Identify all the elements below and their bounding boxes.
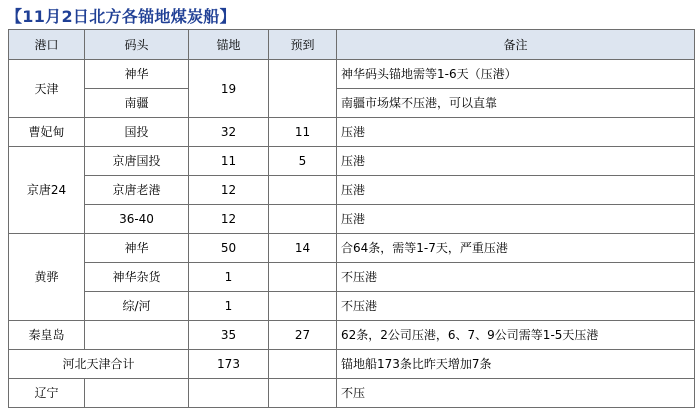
anchorage-cell: 12 [189,205,269,234]
note-cell: 压港 [337,118,695,147]
table-header-row [9,30,695,60]
dock-cell: 36-40 [85,205,189,234]
table-row [9,350,695,379]
arrival-cell [269,350,337,379]
dock-cell: 神华杂货 [85,263,189,292]
note-cell: 神华码头锚地需等1-6天（压港） [337,60,695,89]
dock-cell [85,321,189,350]
table-row [9,60,695,89]
note-cell: 合64条，需等1-7天，严重压港 [337,234,695,263]
note-cell: 压港 [337,205,695,234]
total-label-cell: 河北天津合计 [9,350,189,379]
table-row [9,89,695,118]
arrival-cell: 14 [269,234,337,263]
arrival-cell [269,176,337,205]
port-cell-liaoning: 辽宁 [9,379,85,408]
dock-cell: 南疆 [85,89,189,118]
arrival-cell [269,205,337,234]
table-row [9,176,695,205]
note-cell: 压港 [337,147,695,176]
anchorage-cell: 12 [189,176,269,205]
anchorage-cell: 1 [189,292,269,321]
port-cell-jingtang: 京唐24 [9,147,85,234]
note-cell: 南疆市场煤不压港，可以直靠 [337,89,695,118]
port-cell-qinhuangdao: 秦皇岛 [9,321,85,350]
table-row [9,379,695,408]
table-row [9,118,695,147]
header-dock: 码头 [85,30,189,60]
note-cell: 压港 [337,176,695,205]
arrival-cell [269,263,337,292]
dock-cell: 国投 [85,118,189,147]
table-row [9,147,695,176]
note-cell: 不压港 [337,292,695,321]
note-cell: 不压港 [337,263,695,292]
dock-cell: 京唐老港 [85,176,189,205]
anchorage-table [8,29,695,408]
note-cell: 锚地船173条比昨天增加7条 [337,350,695,379]
table-row [9,292,695,321]
dock-cell [85,379,189,408]
anchorage-cell: 35 [189,321,269,350]
dock-cell: 神华 [85,234,189,263]
header-port: 港口 [9,30,85,60]
header-anchorage: 锚地 [189,30,269,60]
anchorage-cell: 19 [189,60,269,118]
table-row [9,263,695,292]
dock-cell: 神华 [85,60,189,89]
page-title: 【11月2日北方各锚地煤炭船】 [6,7,236,26]
arrival-cell: 5 [269,147,337,176]
arrival-cell [269,60,337,118]
port-cell-huanghua: 黄骅 [9,234,85,321]
note-cell: 62条，2公司压港，6、7、9公司需等1-5天压港 [337,321,695,350]
note-cell: 不压 [337,379,695,408]
anchorage-cell: 1 [189,263,269,292]
anchorage-cell [189,379,269,408]
arrival-cell: 11 [269,118,337,147]
arrival-cell: 27 [269,321,337,350]
table-row [9,321,695,350]
table-row [9,205,695,234]
port-cell-tianjin: 天津 [9,60,85,118]
header-note: 备注 [337,30,695,60]
header-arrival: 预到 [269,30,337,60]
anchorage-cell: 11 [189,147,269,176]
anchorage-cell: 50 [189,234,269,263]
arrival-cell [269,292,337,321]
table-row [9,234,695,263]
dock-cell: 京唐国投 [85,147,189,176]
anchorage-cell: 32 [189,118,269,147]
port-cell-caofeidian: 曹妃甸 [9,118,85,147]
arrival-cell [269,379,337,408]
dock-cell: 综/河 [85,292,189,321]
anchorage-cell: 173 [189,350,269,379]
